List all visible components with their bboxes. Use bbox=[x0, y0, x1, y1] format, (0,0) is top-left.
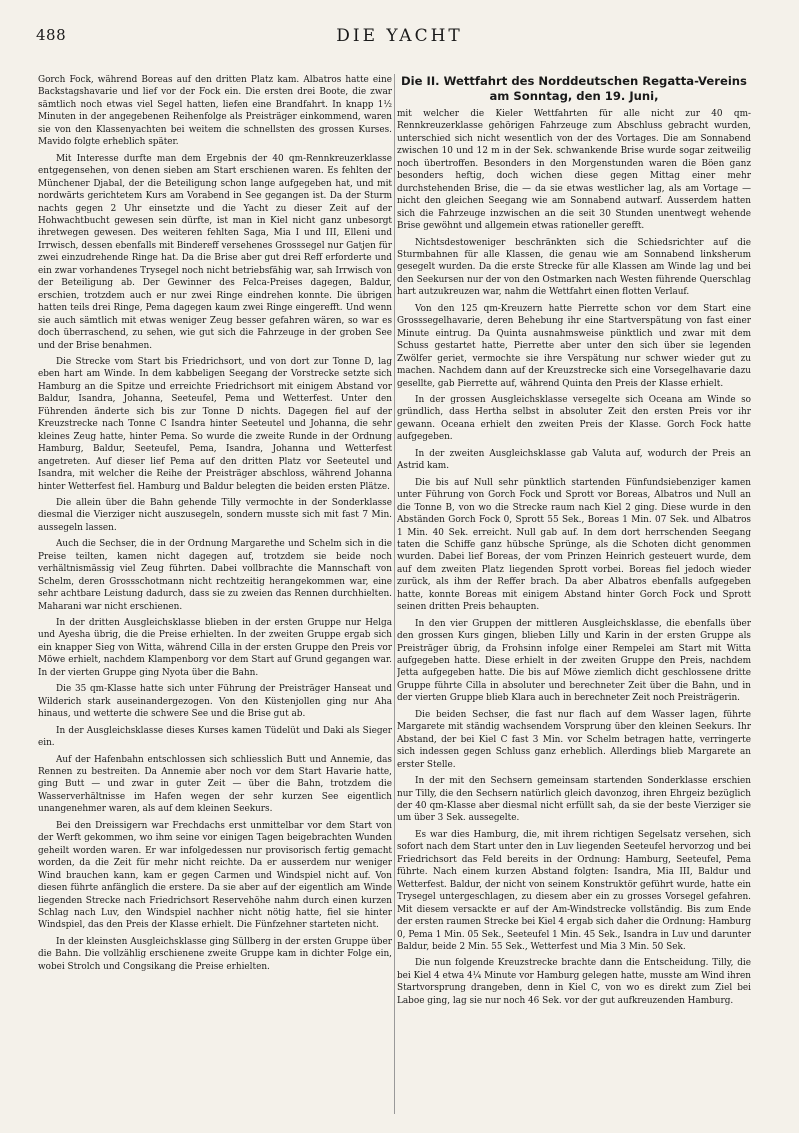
body-paragraph: Die beiden Sechser, die fast nur flach auf dem Wasser lagen, führte Margarete mit ständig wachsendem Vorsprung über den kleinen Seekurs. Ihr Abstand, der bei Kiel C fast 3 Min. vor Schelm betragen hatte, verringerte sich indessen gegen Schluss ganz erheblich. Allerdings blieb Margarete an erster Stelle. bbox=[397, 709, 751, 770]
body-paragraph: Die 35 qm-Klasse hatte sich unter Führung der Preisträger Hanseat und Wilderich stark auseinandergezogen. Von den Küstenjollen ging nur Aha hinaus, und wetterte die schwere See und die Brise gut ab. bbox=[38, 684, 392, 720]
right-column bbox=[397, 74, 751, 1114]
left-column bbox=[38, 74, 392, 1114]
body-paragraph: In der Ausgleichsklasse dieses Kurses kamen Tüdelüt und Daki als Sieger ein. bbox=[38, 725, 392, 749]
body-paragraph: Mit Interesse durfte man dem Ergebnis der 40 qm-Rennkreuzerklasse entgegensehen, von denen sieben am Start erschienen waren. Es fehlten der Münchener Djabal, der die Beteiligung schon lange aufgegeben hat, und mit nordwärts gerichtetem Kurs am Vorabend in See gegangen ist. Da der Sturm nachts gegen 2 Uhr einsetzte und die Yacht zu dieser Zeit auf der Hohwachtbucht gewesen sein dürfte, ist man in Kiel nicht ganz unbesorgt ihretwegen gewesen. Des weiteren fehlten Saga, Mia I und III, Elleni und Irrwisch, dessen ebenfalls mit Bindereff versehenes Grosssegel nur Gatjen für zwei einzudrehende Ringe hat. Da die Brise aber gut drei Reff erforderte und ein zwar vorhandenes Trysegel noch nicht betriebsfähig war, sah Irrwisch von der Beteiligung ab. Der Gewinner des Felca-Preises dagegen, Baldur, erschien, trotzdem auch er nur zwei Ringe eindrehen konnte. Die übrigen hatten teils drei Ringe, Pema dagegen kaum zwei Ringe eingerefft. Und wenn sie auch sämtlich mit etwas weniger Zeug besser gefahren wären, so war es doch überraschend, zu sehen, wie gut sich die Fahrzeuge in der groben See und der Brise benahmen. bbox=[38, 153, 392, 351]
body-paragraph: Gorch Fock, während Boreas auf den dritten Platz kam. Albatros hatte eine Backstagshavarie und lief vor der Fock ein. Die ersten drei Boote, die zwar sämtlich noch etwas viel Segel hatten, liefen eine Brandfahrt. In knapp 1½ Minuten in der angegebenen Reihenfolge als Preisträger einkommend, waren sie von den Klassenyachten bei weitem die schnellsten des grossen Kurses. Mavido folgte erheblich später. bbox=[38, 75, 392, 148]
body-paragraph: Von den 125 qm-Kreuzern hatte Pierrette schon vor dem Start eine Grosssegelhavarie, deren Behebung ihr eine Startverspätung von fast einer Minute eintrug. Da Quinta ausnahmsweise pünktlich und zwar mit dem Schuss gestartet hatte, Pierrette aber unter den sich über sie legenden Zwölfer geriet, vermochte sie ihre Verspätung nur schwer wieder gut zu machen. Nachdem dann auf der Kreuzstrecke sich eine Vorsegelhavarie dazu gesellte, gab Pierrette auf, während Quinta den Preis der Klasse erhielt. bbox=[397, 303, 751, 389]
body-paragraph: mit welcher die Kieler Wettfahrten für alle nicht zur 40 qm-Rennkreuzerklasse gehörigen Fahrzeuge zum Abschluss gebracht wurden, unterschied sich nicht wesentlich von der des Vortages. Die am Sonnabend zwischen 10 und 12 m in der Sek. schwankende Brise wurde sogar zeitweilig noch übertroffen. Besonders in den Morgenstunden waren die Böen ganz besonders heftig, doch wichen diese gegen Mittag einer mehr durchstehenden Brise, die — da sie etwas westlicher lag, als am Vortage — nicht den gleichen Seegang wie am Sonnabend autwarf. Ausserdem hatten sich die Fahrzeuge inzwischen an die seit 30 Stunden unentwegt wehende Brise gewöhnt und allgemein etwas rationeller gerefft. bbox=[397, 109, 751, 232]
body-paragraph: In der zweiten Ausgleichsklasse gab Valuta auf, wodurch der Preis an Astrid kam. bbox=[397, 448, 751, 472]
page-number: 488 bbox=[36, 26, 67, 44]
body-paragraph: Nichtsdestoweniger beschränkten sich die Schiedsrichter auf die Sturmbahnen für alle Klassen, die genau wie am Sonnabend linksherum gesegelt wurden. Da die erste Strecke für alle Klassen am Winde lag und bei den Seekursen nur der von den Ostmarken nach Westen führende Querschlag hart autzukreuzen war, nahm die Wettfahrt einen flotten Verlauf. bbox=[397, 237, 751, 298]
body-paragraph: Die bis auf Null sehr pünktlich startenden Fünfundsiebenziger kamen unter Führung von Gorch Fock und Sprott vor Boreas, Albatros und Null an die Tonne B, von wo die Strecke raum nach Kiel 2 ging. Diese wurde in den Abständen Gorch Fock 0, Sprott 55 Sek., Boreas 1 Min. 07 Sek. und Albatros 1 Min. 40 Sek. erreicht. Null gab auf. In dem dort herrschenden Seegang taten die Schiffe ganz hübsche Sprünge, als die Schoten dicht genommen wurden. Dabei lief Boreas, der vom Prinzen Heinrich gesteuert wurde, dem auf dem zweiten Platz liegenden Sprott vorbei. Boreas fiel jedoch wieder zurück, als ihm der Reffer brach. Da aber Albatros ebenfalls aufgegeben hatte, konnte Boreas mit einigem Abstand hinter Gorch Fock und Sprott seinen dritten Preis behaupten. bbox=[397, 477, 751, 613]
article-title-line-2: am Sonntag, den 19. Juni, bbox=[489, 89, 659, 103]
article-title bbox=[397, 74, 751, 104]
body-paragraph: In der grossen Ausgleichsklasse versegelte sich Oceana am Winde so gründlich, dass Hertha selbst in absoluter Zeit den ersten Preis vor ihr gewann. Oceana erhielt den zweiten Preis der Klasse. Gorch Fock hatte aufgegeben. bbox=[397, 394, 751, 443]
body-paragraph: Es war dies Hamburg, die, mit ihrem richtigen Segelsatz versehen, sich sofort nach dem Start unter den in Luv liegenden Seeteufel hervorzog und bei Friedrichsort das Feld bereits in der Ordnung: Hamburg, Seeteufel, Pema führte. Nach einem kurzen Abstand folgten: Isandra, Mia III, Baldur und Wetterfest. Baldur, der nicht von seinem Konstruktör geführt wurde, hatte ein Trysegel untergeschlagen, zu diesem aber ein zu grosses Vorsegel gefahren. Mit diesem versackte er auf der Am-Windstrecke vollständig. Bis zum Ende der ersten raumen Strecke bei Kiel 4 ergab sich daher die Ordnung: Hamburg 0, Pema 1 Min. 05 Sek., Seeteufel 1 Min. 45 Sek., Isandra in Luv und darunter Baldur, beide 2 Min. 55 Sek., Wetterfest und Mia 3 Min. 50 Sek. bbox=[397, 829, 751, 952]
running-head-title: DIE YACHT bbox=[336, 26, 463, 46]
body-paragraph: Auch die Sechser, die in der Ordnung Margarethe und Schelm sich in die Preise teilten, kamen nicht dagegen auf, trotzdem sie beide noch verhältnismässig viel Zeug führten. Dabei vollbrachte die Mannschaft von Schelm, deren Grossschotmann nicht rechtzeitig herangekommen war, eine sehr achtbare Leistung dadurch, dass sie zu zweien das Rennen durchhielten. Maharani war nicht erschienen. bbox=[38, 539, 392, 612]
body-paragraph: Die Strecke vom Start bis Friedrichsort, und von dort zur Tonne D, lag eben hart am Winde. In dem kabbeligen Seegang der Vorstrecke setzte sich Hamburg an die Spitze und erreichte Friedrichsort mit einigem Abstand vor Baldur, Isandra, Johanna, Seeteufel, Pema und Wetterfest. Unter den Führenden änderte sich bis zur Tonne D nichts. Dagegen fiel auf der Kreuzstrecke nach Tonne C Isandra hinter Seeteutel und Johanna, die sehr kleines Zeug hatte, hinter Pema. So wurde die zweite Runde in der Ordnung Hamburg, Baldur, Seeteufel, Pema, Isandra, Johanna und Wetterfest angetreten. Auf dieser lief Pema auf den dritten Platz vor Seeteutel und Isandra, mit welcher die Reihe der Preisträger abschloss, während Johanna hinter Wetterfest fiel. Hamburg und Baldur belegten die beiden ersten Plätze. bbox=[38, 356, 392, 492]
body-paragraph: Bei den Dreissigern war Frechdachs erst unmittelbar vor dem Start von der Werft gekommen, wo ihm seine vor einigen Tagen beigebrachten Wunden geheilt worden waren. Er war infolgedessen nur provisorisch fertig gemacht worden, da die Zeit für mehr nicht reichte. Da er ausserdem nur weniger Wind brauchen kann, kam er gegen Carmen und Windspiel nicht auf. Von diesen führte anfänglich die erstere. Da sie aber auf der eigentlich am Winde liegenden Strecke nach Friedrichsort Reservehöhe nahm durch einen kurzen Schlag nach Luv, den Windspiel nachher nicht nötig hatte, fiel sie hinter Windspiel, das den Preis der Klasse erhielt. Die Fünfzehner starteten nicht. bbox=[38, 820, 392, 931]
body-paragraph: In der kleinsten Ausgleichsklasse ging Süllberg in der ersten Gruppe über die Bahn. Die vollzählig erschienene zweite Gruppe kam in dichter Folge ein, wobei Strolch und Congsikang die Preise erhielten. bbox=[38, 936, 392, 972]
body-paragraph: In den vier Gruppen der mittleren Ausgleichsklasse, die ebenfalls über den grossen Kurs gingen, blieben Lilly und Karin in der ersten Gruppe als Preisträger übrig, da Frohsinn infolge einer Rempelei am Start mit Witta aufgegeben hatte. Diese erhielt in der zweiten Gruppe den Preis, nachdem Jetta aufgegeben hatte. Die bis auf Möwe ziemlich dicht geschlossene dritte Gruppe führte Cilla in absoluter und berechneter Zeit über die Bahn, und in der vierten Gruppe blieb Klara auch in berechneter Zeit noch Preisträgerin. bbox=[397, 618, 751, 704]
article-title-line-1: Die II. Wettfahrt des Norddeutschen Regatta-Vereins bbox=[401, 74, 747, 88]
body-paragraph: In der dritten Ausgleichsklasse blieben in der ersten Gruppe nur Helga und Ayesha übrig, die die Preise erhielten. In der zweiten Gruppe ergab sich ein knapper Sieg von Witta, während Cilla in der ersten Gruppe den Preis vor Möwe erhielt, nachdem Klampenborg vor dem Start auf Grund gegangen war. In der vierten Gruppe ging Nyota über die Bahn. bbox=[38, 618, 392, 678]
column-divider bbox=[394, 74, 395, 1114]
body-paragraph: In der mit den Sechsern gemeinsam startenden Sonderklasse erschien nur Tilly, die den Sechsern natürlich gleich davonzog, ihren Ehrgeiz bezüglich der 40 qm-Klasse aber diesmal nicht erfüllt sah, da sie der beste Vierziger sie um über 3 Sek. aussegelte. bbox=[397, 776, 751, 824]
body-paragraph: Auf der Hafenbahn entschlossen sich schliesslich Butt und Annemie, das Rennen zu bestreiten. Da Annemie aber noch vor dem Start Havarie hatte, ging Butt — und zwar in guter Zeit — über die Bahn, trotzdem die Wasserverhältnisse im Hafen wegen der sehr kurzen See eigentlich unangenehmer waren, als auf dem kleinen Seekurs. bbox=[38, 754, 392, 815]
body-paragraph: Die nun folgende Kreuzstrecke brachte dann die Entscheidung. Tilly, die bei Kiel 4 etwa 4¼ Minute vor Hamburg gelegen hatte, musste am Wind ihren Startvorsprung drangeben, denn in Kiel C, von wo es direkt zum Ziel bei Laboe ging, lag sie nur noch 46 Sek. vor der gut aufkreuzenden Hamburg. bbox=[397, 958, 751, 1006]
body-paragraph: Die allein über die Bahn gehende Tilly vermochte in der Sonderklasse diesmal die Vierziger nicht auszusegeln, sondern musste sich mit fast 7 Min. aussegeln lassen. bbox=[38, 497, 392, 533]
